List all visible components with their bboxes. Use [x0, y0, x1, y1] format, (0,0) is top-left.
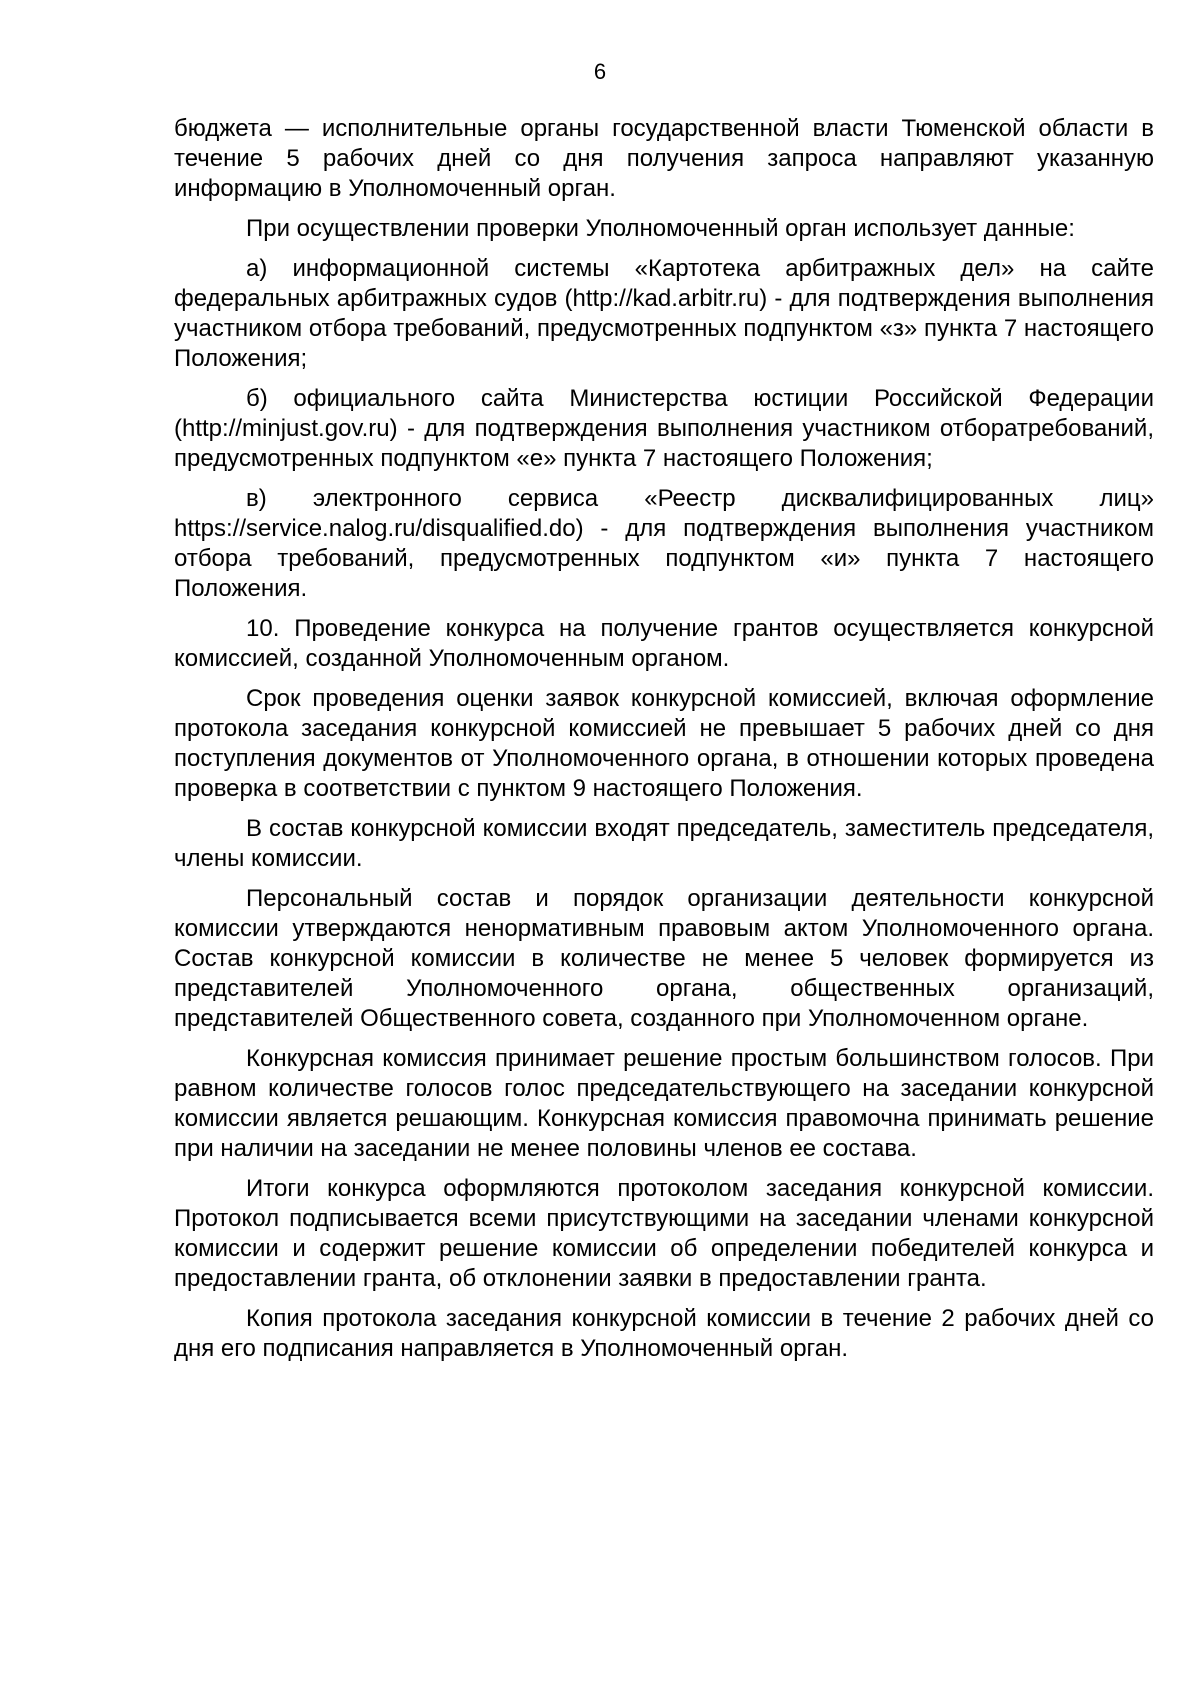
paragraph-clause-10: 10. Проведение конкурса на получение грантов осуществляется конкурсной комиссией, созданной Уполномоченным органом.: [174, 615, 1154, 672]
paragraph-commission-members: В состав конкурсной комиссии входят председатель, заместитель председателя, члены комиссии.: [174, 815, 1154, 872]
paragraph-contest-results: Итоги конкурса оформляются протоколом заседания конкурсной комиссии. Протокол подписывается всеми присутствующими на заседании членами конкурсной комиссии и содержит решение комиссии об определении победителей конкурса и предоставлении гранта, об отклонении заявки в предоставлении гранта.: [174, 1175, 1154, 1292]
paragraph-item-a: а) информационной системы «Картотека арбитражных дел» на сайте федеральных арбитражных судов (http://kad.arbitr.ru) - для подтверждения выполнения участником отбора требований, предусмотренных подпунктом «з» пункта 7 настоящего Положения;: [174, 255, 1154, 372]
paragraph-evaluation-term: Срок проведения оценки заявок конкурсной комиссией, включая оформление протокола заседания конкурсной комиссией не превышает 5 рабочих дней со дня поступления документов от Уполномоченного органа, в отношении которых проведена проверка в соответствии с пунктом 9 настоящего Положения.: [174, 685, 1154, 802]
paragraph-commission-decision: Конкурсная комиссия принимает решение простым большинством голосов. При равном количестве голосов голос председательствующего на заседании конкурсной комиссии является решающим. Конкурсная комиссия правомочна принимать решение при наличии на заседании не менее половины членов ее состава.: [174, 1045, 1154, 1162]
paragraph-protocol-copy: Копия протокола заседания конкурсной комиссии в течение 2 рабочих дней со дня его подписания направляется в Уполномоченный орган.: [174, 1305, 1154, 1362]
page-number: 6: [593, 59, 607, 84]
paragraph-item-b: б) официального сайта Министерства юстиции Российской Федерации (http://minjust.gov.ru) - для подтверждения выполнения участником отборатребований, предусмотренных подпунктом «е» пункта 7 настоящего Положения;: [174, 385, 1154, 472]
paragraph-verification-data: При осуществлении проверки Уполномоченный орган использует данные:: [246, 215, 1075, 242]
document-body: [174, 114, 1154, 1374]
paragraph-item-v: в) электронного сервиса «Реестр дисквалифицированных лиц» https://service.nalog.ru/disqualified.do) - для подтверждения выполнения участником отбора требований, предусмотренных подпунктом «и» пункта 7 настоящего Положения.: [174, 485, 1154, 602]
paragraph-commission-composition: Персональный состав и порядок организации деятельности конкурсной комиссии утверждаются ненормативным правовым актом Уполномоченного органа. Состав конкурсной комиссии в количестве не менее 5 человек формируется из представителей Уполномоченного органа, общественных организаций, представителей Общественного совета, созданного при Уполномоченном органе.: [174, 885, 1154, 1032]
paragraph-budget-continuation: бюджета — исполнительные органы государственной власти Тюменской области в течение 5 рабочих дней со дня получения запроса направляют указанную информацию в Уполномоченный орган.: [174, 115, 1154, 202]
